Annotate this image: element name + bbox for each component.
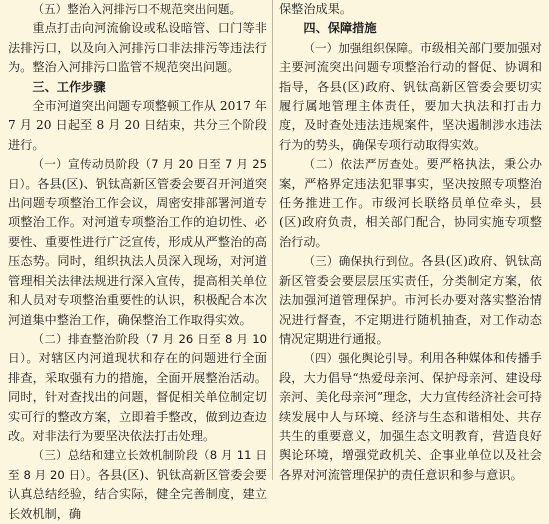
subsection-title: （五）整治入河排污口不规范突出问题。: [32, 2, 242, 16]
paragraph-text: 重点打击向河流偷设或私设暗管、口门等非法排污口，以及向入河排污口非法排污等违法行为。整治入河排污口监管不规范突出问题。: [8, 21, 267, 75]
paragraph-text: 对辖区内河道现状和存在的问题进行全面排查，采取强有力的措施，全面开展整治活动。同时，针对查找出的问题，督促相关单位制定切实可行的整改方案，立即着手整改，做到边查边改。对非法行为要坚决依法打击处理。: [8, 351, 267, 443]
paragraph-text: 市级相关部门要加强对主要河流突出问题专项整治行动的督促、协调和指导，各县(区)政府、钒钛高新区管委会要切实履行属地管理主体责任，要加大执法和打击力度，及时查处违法违规案件，坚决遏制涉水违法行为的势头，确保专项行动取得实效。: [279, 40, 542, 152]
paragraph: [8, 0, 267, 19]
subsection-title: （三）确保执行到位。: [303, 254, 422, 269]
subsection-title: （一）宣传动员阶段（7 月 20 日至 7 月 25 日）。: [8, 157, 267, 191]
paragraph: [8, 19, 267, 77]
subsection-title: （一）加强组织保障。: [303, 40, 420, 55]
subsection-title: （二）排查整治阶段（7 月 26 日至 8 月 10 日）。: [8, 331, 267, 366]
paragraph: [279, 39, 542, 155]
paragraph: [8, 330, 267, 446]
paragraph-text: 全市河道突出问题专项整顿工作从 2017 年 7 月 20 日起至 8 月 20 日结束，共分三个阶段进行。: [8, 99, 267, 152]
section-heading: 四、保障措施: [303, 21, 377, 36]
column-divider: [272, 0, 273, 480]
paragraph: [8, 446, 267, 524]
paragraph: [279, 155, 542, 252]
paragraph-text: 各县(区)政府、钒钛高新区管委会要层层压实责任，分类制定方案，依法加强河道管理保护。市河长办要对落实整治情况进行督查，不定期进行随机抽查，对工作动态情况定期进行通报。: [279, 254, 542, 346]
section-heading: 三、工作步骤: [32, 79, 106, 94]
paragraph-text: 各县(区)、钒钛高新区管委会要认真总结经验，结合实际，健全完善制度，建立长效机制，确: [8, 467, 267, 521]
paragraph: [279, 0, 542, 19]
left-text-column: [8, 0, 267, 524]
paragraph: [8, 97, 267, 155]
paragraph-text: 利用各种媒体和传播手段，大力倡导“热爱母亲河、保护母亲河、建设母亲河、美化母亲河”理念，大力宣传经济社会可持续发展中人与环境、经济与生态和谐相处、共存共生的重要意义，加强生态文明教育，营造良好舆论环境，增强党政机关、企事业单位以及社会各界对河流管理保护的责任意识和参与意识。: [279, 351, 542, 482]
paragraph-text: 各县(区)、钒钛高新区管委会要召开河道突出问题专项整治工作会议，周密安排部署河道专项整治工作。对河道专项整治工作的迫切性、必要性、重要性进行广泛宣传，形成从严整治的高压态势。同时，组织执法人员深入现场，对河道管理相关法律法规进行深入宣传，提高相关单位和人员对专项整治重要性的认识，积极配合本次河道集中整治工作，确保整治工作取得实效。: [8, 176, 267, 327]
paragraph: [8, 155, 267, 330]
paragraph: [279, 252, 542, 349]
subsection-title: （四）强化舆论引导。: [303, 351, 420, 366]
subsection-title: （三）总结和建立长效机制阶段（8 月 11 日至 8 月 20 日）。: [8, 448, 267, 482]
paragraph-text: 保整治成果。: [279, 2, 353, 16]
paragraph-text: 要严格执法，秉公办案，严格界定违法犯罪事实，坚决按照专项整治任务推进工作。市级河长联络员单位牵头，县(区)政府负责，相关部门配合，协同实施专项整治行动。: [279, 157, 542, 249]
subsection-title: （二）依法严厉查处。: [303, 157, 427, 172]
paragraph: [279, 349, 542, 485]
right-text-column: [279, 0, 542, 485]
